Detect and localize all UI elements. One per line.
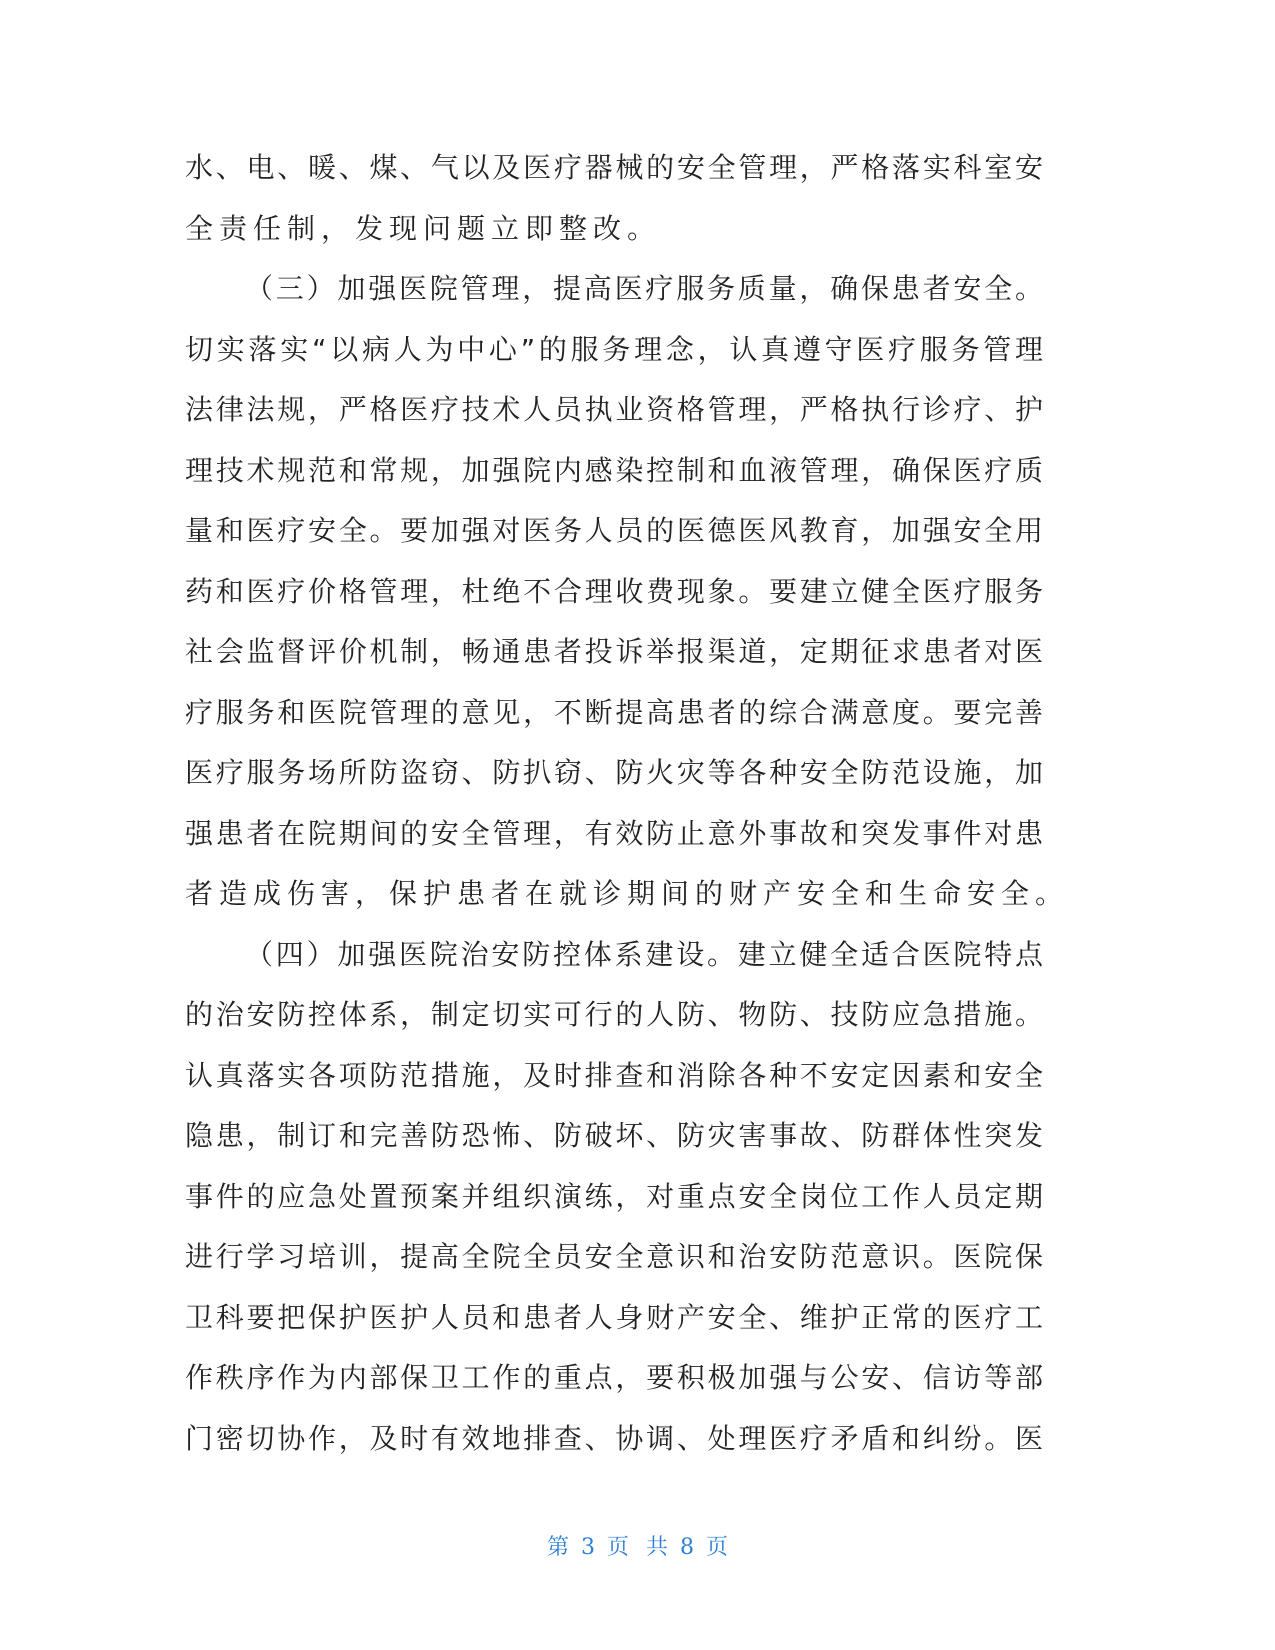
text-line: 作秩序作为内部保卫工作的重点，要积极加强与公安、信访等部 [185, 1361, 1043, 1394]
body-text [185, 138, 1070, 1469]
text-line: 事件的应急处置预案并组织演练，对重点安全岗位工作人员定期 [185, 1179, 1043, 1213]
text-line: 进行学习培训，提高全院全员安全意识和治安防范意识。医院保 [185, 1240, 1043, 1273]
footer-current-page: 3 [581, 1535, 595, 1560]
text-line: 切实落实“以病人为中心”的服务理念，认真遵守医疗服务管理 [185, 332, 1043, 366]
text-line: 医疗服务场所防盗窃、防扒窃、防火灾等各种安全防范设施，加 [185, 756, 1043, 789]
text-line: 水、电、暖、煤、气以及医疗器械的安全管理，严格落实科室安 [185, 151, 1043, 184]
text-line: 门密切协作，及时有效地排查、协调、处理医疗矛盾和纠纷。医 [185, 1421, 1043, 1455]
text-line: 疗服务和医院管理的意见，不断提高患者的综合满意度。要完善 [185, 695, 1043, 729]
text-line: 的治安防控体系，制定切实可行的人防、物防、技防应急措施。 [185, 998, 1043, 1031]
text-line: 理技术规范和常规，加强院内感染控制和血液管理，确保医疗质 [185, 453, 1043, 487]
text-line: 者造成伤害，保护患者在就诊期间的财产安全和生命安全。 [185, 877, 1070, 910]
text-line: 全责任制，发现问题立即整改。 [185, 211, 662, 245]
footer-middle: 页 共 [607, 1535, 668, 1560]
text-line: 社会监督评价机制，畅通患者投诉举报渠道，定期征求患者对医 [185, 635, 1043, 668]
text-line: 量和医疗安全。要加强对医务人员的医德医风教育，加强安全用 [185, 514, 1043, 547]
footer-prefix: 第 [546, 1535, 569, 1560]
text-line: 隐患，制订和完善防恐怖、防破坏、防灾害事故、防群体性突发 [185, 1119, 1043, 1152]
text-line: 药和医疗价格管理，杜绝不合理收费现象。要建立健全医疗服务 [185, 574, 1043, 608]
page-footer [0, 1530, 1275, 1561]
footer-suffix: 页 [706, 1535, 729, 1560]
paragraph-heading-line: （四）加强医院治安防控体系建设。建立健全适合医院特点 [245, 937, 1043, 971]
text-line: 卫科要把保护医护人员和患者人身财产安全、维护正常的医疗工 [185, 1300, 1043, 1334]
footer-total-pages: 8 [680, 1535, 694, 1560]
text-line: 法律法规，严格医疗技术人员执业资格管理，严格执行诊疗、护 [185, 393, 1043, 426]
text-line: 认真落实各项防范措施，及时排查和消除各种不安定因素和安全 [185, 1058, 1043, 1092]
paragraph-heading-line: （三）加强医院管理，提高医疗服务质量，确保患者安全。 [245, 272, 1043, 305]
text-line: 强患者在院期间的安全管理，有效防止意外事故和突发事件对患 [185, 816, 1043, 850]
